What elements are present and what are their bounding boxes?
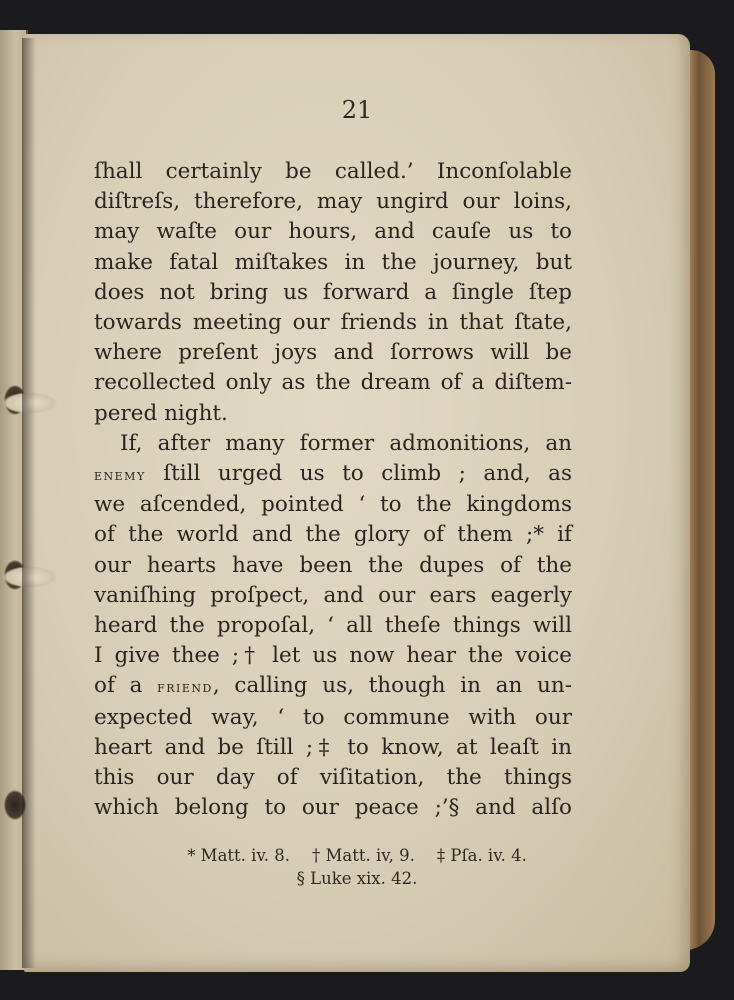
- text-line: vaniſhing proſpect, and our ears eagerly: [94, 582, 572, 608]
- text-fragment: of a: [94, 673, 158, 699]
- text-line: where preſent joys and ſorrows will be: [94, 340, 572, 366]
- footnote: * Matt. iv. 8.: [187, 846, 291, 865]
- text-line: pered night.: [94, 400, 228, 426]
- small-caps-word: friend: [157, 677, 213, 697]
- text-line: may waſte our hours, and cauſe us to: [94, 219, 572, 245]
- footnote: † Matt. iv, 9.: [312, 846, 415, 865]
- footnotes: [24, 844, 690, 890]
- text-line: [94, 671, 572, 702]
- text-line: our hearts have been the dupes of the: [94, 552, 572, 578]
- footnote: § Luke xix. 42.: [296, 869, 418, 888]
- body-text: [94, 157, 572, 823]
- small-caps-word: enemy: [94, 465, 146, 485]
- text-line: diſtreſs, therefore, may ungird our loins,: [94, 189, 572, 215]
- text-line: does not bring us forward a ſingle ſtep: [94, 279, 572, 305]
- text-line: of the world and the glory of them ;* if: [94, 522, 572, 548]
- text-line: I give thee ;† let us now hear the voice: [94, 643, 572, 669]
- book-page: [24, 34, 690, 972]
- text-line: recollected only as the dream of a diſtem-: [94, 370, 572, 396]
- footnote: ‡ Pſa. iv. 4.: [436, 846, 527, 865]
- text-line: towards meeting our friends in that ſtate,: [94, 310, 572, 336]
- footnote-line: [24, 867, 690, 890]
- text-line: [94, 459, 572, 490]
- text-line: expected way, ‘ to commune with our: [94, 704, 572, 730]
- text-line: If, after many former admonitions, an: [120, 430, 572, 456]
- page-number: 21: [341, 96, 373, 124]
- text-line: this our day of viſitation, the things: [94, 765, 572, 791]
- text-fragment: , calling us, though in an un-: [212, 673, 572, 699]
- text-line: make fatal miſtakes in the journey, but: [94, 249, 572, 275]
- binding-shadow: [22, 38, 36, 968]
- footnote-line: [24, 844, 690, 867]
- text-line: ſhall certainly be called.’ Inconſolable: [94, 159, 572, 184]
- text-line: we aſcended, pointed ‘ to the kingdoms: [94, 492, 572, 518]
- text-line: which belong to our peace ;’§ and alſo: [94, 795, 572, 821]
- text-fragment: ſtill urged us to climb ; and, as: [145, 461, 572, 487]
- text-line: heard the propoſal, ‘ all theſe things will: [94, 613, 572, 639]
- text-line: heart and be ſtill ;‡ to know, at leaſt in: [94, 734, 572, 760]
